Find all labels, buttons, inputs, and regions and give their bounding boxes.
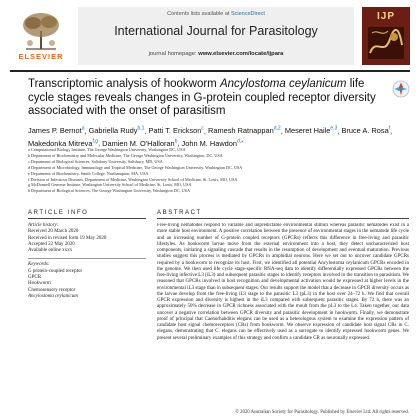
affiliation: h Department of Biological Sciences, The George Washington University, Washington DC, USA — [28, 188, 191, 194]
author[interactable]: Makedonka Mitreva$^{f,g}$ — [28, 138, 99, 148]
history-entry: Received 20 March 2020 — [28, 229, 79, 235]
copyright-notice: © 2020 Australian Society for Parasitology. Published by Elsevier Ltd. All rights reserved. — [235, 410, 409, 415]
journal-homepage — [78, 51, 354, 57]
article-info-column — [28, 210, 146, 300]
affiliation: a Computational Biology Institute, The George Washington University, Washington DC, USA — [28, 147, 186, 152]
author-list: James P. Bernot$^a$, Gabriella Rudy$^{b,1}$, Patti T. Erickson$^c$, Ramesh Ratnappan$^{d,2}$, Meseret Haile$^{e,3}$, Bruce A. Rosa$^f$, Makedonka Mitreva$^{f,g}$, Damien M. O'Halloran$^b$, John M. Hawdon$^{d,⁎}$ — [28, 126, 393, 148]
affiliation: e Department of Biochemistry, Smith College, Northampton, MA, USA — [28, 170, 149, 176]
article-history — [28, 223, 146, 254]
divider — [28, 258, 146, 259]
homepage-link[interactable]: www.elsevier.com/locate/ijpara — [198, 51, 284, 57]
abstract-text: Free-living nematodes respond to variable and unpredictable environmental stimuli whereas parasitic nematodes exist in a more stable host environment. A positive correlation between the presence of environmental stages in the nematode life cycle and an increasing number of G-protein coupled receptors (GPCRs) reflects this difference in free-living and parasitic lifestyles. As hookworm larvae move from the external environment into a host, they detect uncharacterized host components, initiating a signaling cascade that results in the resumption of development and eventual maturation. Previous studies suggest this process is mediated by GPCRs in amphidial neurons. Here we set out to uncover candidate GPCRs required by a hookworm to recognize its host. First, we identified all potential Ancylostoma ceylanicum GPCRs encoded in the genome. We then used life cycle stage-specific RNA-seq data to identify differentially expressed GPCRs between the free-living infective L3 (iL3) and subsequent parasitic stages to identify receptors involved in the transition to parasitism. We reasoned that GPCRs involved in host recognition and developmental activation would be expressed at higher levels in the environmental iL3 stage than in subsequent stages. Our results support the model that a decrease in GPCR diversity occurs as the larvae develop from the free-living iL3 stage to the parasitic L3 (pL3) in the host over 24–72 h. We find that overall GPCR expression and diversity is highest in the iL3 compared with subsequent parasitic stages. By 72 h, there was an approximately 50% decrease in GPCR richness associated with the moult from the pL3 to the L4. Taken together, our data uncover a negative correlation between GPCR diversity and parasitic development in hookworm. Finally, we demonstrate proof of principal that Caenorhabditis elegans can be used as a heterologous system to examine the expression pattern of candidate host signal chemoreceptors (CRs) from hookworm. We observe expression of candidate host signal CRs in C. elegans, demonstrating that C. elegans can be effectively used as a surrogate to identify expressed hookworm genes. We present several preliminary examples of this strategy and confirm a candidate CR as neuronally expressed. — [157, 223, 409, 341]
history-entry: Available online xxxx — [28, 248, 73, 254]
author[interactable]: Ramesh Ratnappan$^{d,2}$ — [208, 126, 281, 136]
affiliation: d Department of Microbiology, Immunology and Tropical Medicine, The George Washington University, Washington DC, USA — [28, 164, 243, 170]
keywords — [28, 262, 146, 300]
contents-line — [78, 11, 354, 17]
history-label: Article history: — [28, 223, 59, 228]
article-info-heading: ARTICLE INFO — [28, 210, 89, 216]
affiliation: g McDonnell Genome Institute, Washington University School of Medicine, St. Louis, MO, USA — [28, 182, 192, 188]
history-entry: Received in revised form 19 May 2020 — [28, 235, 107, 241]
header-rule — [10, 70, 410, 72]
history-entry: Accepted 22 May 2020 — [28, 241, 75, 247]
keyword: G protein-coupled receptor — [28, 268, 83, 274]
title-species: Ancylostoma ceylanicum — [219, 78, 347, 90]
author[interactable]: Gabriella Rudy$^{b,1}$ — [88, 126, 145, 136]
author[interactable]: James P. Bernot$^a$ — [28, 126, 85, 136]
keywords-label: Keywords: — [28, 262, 50, 268]
title-part-2: life cycle stages reveals changes in G-protein coupled receptor diversity associated with the onset of parasitism — [28, 78, 376, 118]
publisher-name: ELSEVIER — [18, 52, 64, 61]
crossmark-icon[interactable] — [392, 80, 410, 98]
author[interactable]: Patti T. Erickson$^c$ — [148, 126, 204, 136]
keyword: Chemosensory receptor — [28, 287, 76, 293]
contents-prefix: Contents lists available at — [167, 11, 231, 17]
affiliation: f Division of Infectious Diseases, Department of Medicine, Washington University School of Medicine, St. Louis, MO, USA — [28, 176, 238, 182]
article-title — [28, 78, 388, 119]
title-part-1: Transcriptomic analysis of hookworm — [28, 78, 220, 90]
affiliation: b Department of Biochemistry and Molecular Medicine, The George Washington University, Washington, DC, USA — [28, 152, 223, 158]
affiliations — [28, 147, 408, 194]
affiliation: c Department of Biological Sciences, Salisbury University, Salisbury, MD, USA — [28, 158, 163, 164]
keyword: GPCR — [28, 275, 42, 281]
keyword: Hookworm — [28, 281, 51, 287]
author[interactable]: Meseret Haile$^{e,3}$ — [284, 126, 338, 136]
elsevier-tree-icon — [18, 11, 64, 51]
divider — [28, 218, 146, 219]
abstract-column — [157, 210, 409, 409]
author[interactable]: Bruce A. Rosa$^f$ — [341, 126, 391, 136]
elsevier-logo[interactable] — [10, 7, 72, 63]
journal-header — [10, 7, 410, 67]
author[interactable]: John M. Hawdon$^{d,⁎}$ — [181, 138, 244, 148]
keyword: Ancylostoma ceylanicum — [28, 293, 78, 299]
journal-title[interactable]: International Journal for Parasitology — [114, 24, 318, 38]
sciencedirect-link[interactable]: ScienceDirect — [230, 11, 265, 17]
author[interactable]: Damien M. O'Halloran$^b$ — [102, 138, 178, 148]
journal-cover[interactable] — [362, 7, 410, 65]
cover-image-icon — [368, 27, 404, 59]
homepage-label: journal homepage: — [148, 51, 199, 57]
journal-banner — [78, 7, 354, 65]
abstract-heading: ABSTRACT — [157, 210, 202, 216]
divider — [157, 218, 409, 219]
cover-abbrev: IJP — [376, 11, 395, 22]
